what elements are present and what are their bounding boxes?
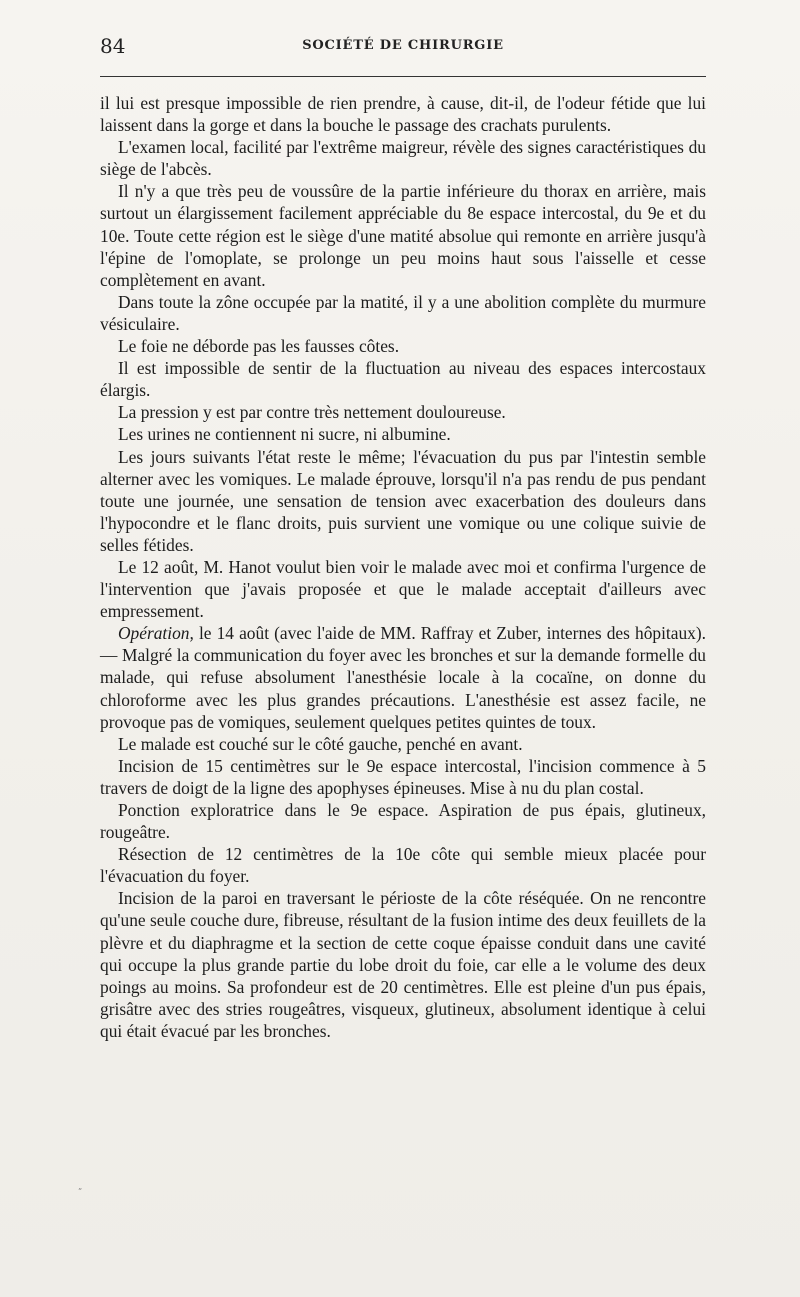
paragraph-4: Dans toute la zône occupée par la matité, il y a une abolition complète du murmure vésiculaire. (100, 291, 706, 334)
page-number: 84 (100, 34, 126, 58)
paragraph-14: Ponction exploratrice dans le 9e espace. Aspiration de pus épais, glutineux, rougeâtre. (100, 800, 706, 843)
page-header (100, 34, 706, 62)
paragraph-8: Les urines ne contiennent ni sucre, ni albumine. (118, 424, 451, 445)
paragraph-10: Le 12 août, M. Hanot voulut bien voir le malade avec moi et confirma l'urgence de l'intervention que j'avais proposée et que le malade acceptait d'ailleurs avec empressement. (100, 556, 706, 622)
paragraph-5: Le foie ne déborde pas les fausses côtes. (118, 336, 400, 357)
main-text (100, 92, 706, 1042)
paragraph-15: Résection de 12 centimètres de la 10e côte qui semble mieux placée pour l'évacuation du foyer. (100, 844, 706, 887)
margin-mark: „ (78, 1182, 83, 1191)
paragraph-3: Il n'y a que très peu de voussûre de la partie inférieure du thorax en arrière, mais surtout un élargissement facilement appréciable du 8e espace intercostal, du 9e et du 10e. Toute cette région est le siège d'une matité absolue qui remonte en arrière jusqu'à l'épine de l'omoplate, se prolonge un peu moins haut sous l'aisselle et cesse complètement en avant. (100, 181, 706, 290)
operation-label: Opération, (118, 623, 194, 644)
header-rule (100, 76, 706, 77)
paragraph-11 (100, 622, 706, 732)
paragraph-9: Les jours suivants l'état reste le même; l'évacuation du pus par l'intestin semble alterner avec les vomiques. Le malade éprouve, lorsqu'il n'a pas rendu de pus pendant toute une journée, une sensation de tension avec exacerbation des douleurs dans l'hypocondre et le flanc droits, puis survient une vomique ou une colique suivie de selles fétides. (100, 446, 706, 555)
paragraph-7: La pression y est par contre très nettement douloureuse. (118, 402, 506, 423)
paragraph-2: L'examen local, facilité par l'extrême maigreur, révèle des signes caractéristiques du siège de l'abcès. (100, 137, 706, 180)
paragraph-6: Il est impossible de sentir de la fluctuation au niveau des espaces intercostaux élargis. (100, 358, 706, 401)
running-title: SOCIÉTÉ DE CHIRURGIE (302, 38, 504, 53)
paragraph-16: Incision de la paroi en traversant le périoste de la côte réséquée. On ne rencontre qu'une seule couche dure, fibreuse, résultant de la fusion intime des deux feuillets de la plèvre et du diaphragme et la section de cette coque épaisse conduit dans une cavité qui occupe la plus grande partie du lobe droit du foie, car elle a le volume des deux poings au moins. Sa profondeur est de 20 centimètres. Elle est pleine d'un pus épais, grisâtre avec des stries rougeâtres, visqueux, glutineux, absolument identique à celui qui était évacué par les bronches. (100, 888, 706, 1041)
paragraph-1: il lui est presque impossible de rien prendre, à cause, dit-il, de l'odeur fétide que lui laissent dans la gorge et dans la bouche le passage des crachats purulents. (100, 93, 706, 136)
paragraph-12: Le malade est couché sur le côté gauche, penché en avant. (118, 733, 523, 754)
paragraph-11-text: le 14 août (avec l'aide de MM. Raffray et Zuber, internes des hôpitaux). — Malgré la communication du foyer avec les bronches et sur la demande formelle du malade, qui refuse absolument l'anesthésie locale à la cocaïne, on donne du chloroforme avec les plus grandes précautions. L'anesthésie est assez facile, ne provoque pas de vomiques, seulement quelques petites quintes de toux. (100, 623, 706, 732)
paragraph-13: Incision de 15 centimètres sur le 9e espace intercostal, l'incision commence à 5 travers de doigt de la ligne des apophyses épineuses. Mise à nu du plan costal. (100, 755, 706, 798)
